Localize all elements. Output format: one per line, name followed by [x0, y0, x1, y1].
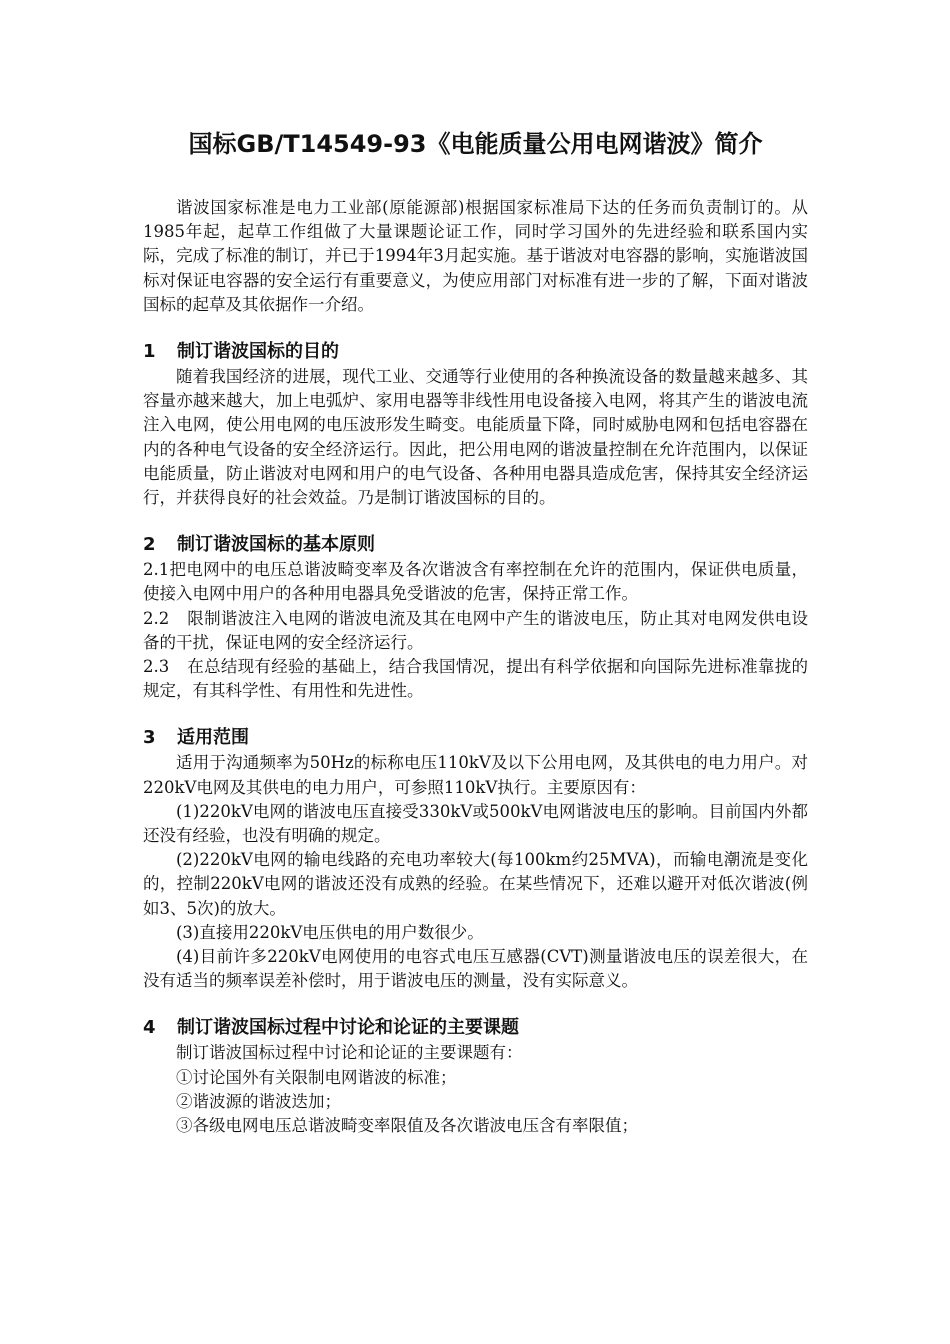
intro-paragraph: 谐波国家标准是电力工业部(原能源部)根据国家标准局下达的任务而负责制订的。从1985年起，起草工作组做了大量课题论证工作，同时学习国外的先进经验和联系国内实际，完成了标准的制订，并已于1994年3月起实施。基于谐波对电容器的影响，实施谐波国标对保证电容器的安全运行有重要意义，为使应用部门对标准有进一步的了解，下面对谐波国标的起草及其依据作一介绍。: [143, 198, 808, 314]
clause-text: 限制谐波注入电网的谐波电流及其在电网中产生的谐波电压，防止其对电网发供电设备的干扰，保证电网的安全经济运行。: [143, 608, 808, 652]
section-number: 1: [143, 341, 156, 363]
clause-number: 2.3: [143, 657, 170, 677]
section-heading: [143, 532, 808, 558]
list-item: (1)220kV电网的谐波电压直接受330kV或500kV电网谐波电压的影响。目前国内外都还没有经验，也没有明确的规定。: [143, 801, 808, 846]
list-item: ①讨论国外有关限制电网谐波的标准；: [176, 1067, 457, 1087]
clause-2-2: [143, 607, 808, 655]
section-3: [143, 725, 808, 993]
section-heading: [143, 725, 808, 751]
section-number: 3: [143, 727, 156, 749]
section-body: 随着我国经济的进展，现代工业、交通等行业使用的各种换流设备的数量越来越多、其容量亦越来越大，加上电弧炉、家用电器等非线性用电设备接入电网，将其产生的谐波电流注入电网，使公用电网的电压波形发生畸变。电能质量下降，同时威胁电网和包括电容器在内的各种电气设备的安全经济运行。因此，把公用电网的谐波量控制在允许范围内，以保证电能质量，防止谐波对电网和用户的电气设备、各种用电器具造成危害，保持其安全经济运行，并获得良好的社会效益。乃是制订谐波国标的目的。: [143, 367, 808, 508]
clause-number: 2.1: [143, 560, 170, 580]
clause-number: 2.2: [143, 608, 170, 628]
section-title: 制订谐波国标的基本原则: [177, 534, 375, 556]
section-number: 4: [143, 1017, 156, 1039]
clause-text: 把电网中的电压总谐波畸变率及各次谐波含有率控制在允许的范围内，保证供电质量，使接入电网中用户的各种用电器具免受谐波的危害，保持正常工作。: [143, 560, 808, 604]
section-2: [143, 532, 808, 703]
document-title: 国标GB/T14549-93《电能质量公用电网谐波》简介: [188, 130, 763, 158]
list-item: ②谐波源的谐波迭加；: [176, 1091, 341, 1111]
list-item: (2)220kV电网的输电线路的充电功率较大(每100km约25MVA)，而输电潮流是变化的，控制220kV电网的谐波还没有成熟的经验。在某些情况下，还难以避开对低次谐波(例如3、5次)的放大。: [143, 850, 808, 918]
section-1: [143, 339, 808, 510]
section-heading: [143, 1015, 808, 1041]
document-page: [143, 128, 808, 1138]
section-heading: [143, 339, 808, 365]
clause-text: 在总结现有经验的基础上，结合我国情况，提出有科学依据和向国际先进标准靠拢的规定，有其科学性、有用性和先进性。: [143, 657, 808, 701]
section-title: 制订谐波国标过程中讨论和论证的主要课题: [177, 1017, 519, 1039]
section-body: 制订谐波国标过程中讨论和论证的主要课题有：: [176, 1043, 523, 1063]
section-body: 适用于沟通频率为50Hz的标称电压110kV及以下公用电网，及其供电的电力用户。对220kV电网及其供电的电力用户，可参照110kV执行。主要原因有：: [143, 753, 808, 797]
section-title: 制订谐波国标的目的: [177, 341, 339, 363]
list-item: (4)目前许多220kV电网使用的电容式电压互感器(CVT)测量谐波电压的误差很大，在没有适当的频率误差补偿时，用于谐波电压的测量，没有实际意义。: [143, 947, 808, 991]
section-4: [143, 1015, 808, 1138]
list-item: (3)直接用220kV电压供电的用户数很少。: [176, 922, 484, 942]
clause-2-3: [143, 655, 808, 703]
section-title: 适用范围: [177, 727, 249, 749]
list-item: ③各级电网电压总谐波畸变率限值及各次谐波电压含有率限值；: [176, 1116, 638, 1136]
section-number: 2: [143, 534, 156, 556]
clause-2-1: [143, 558, 808, 606]
